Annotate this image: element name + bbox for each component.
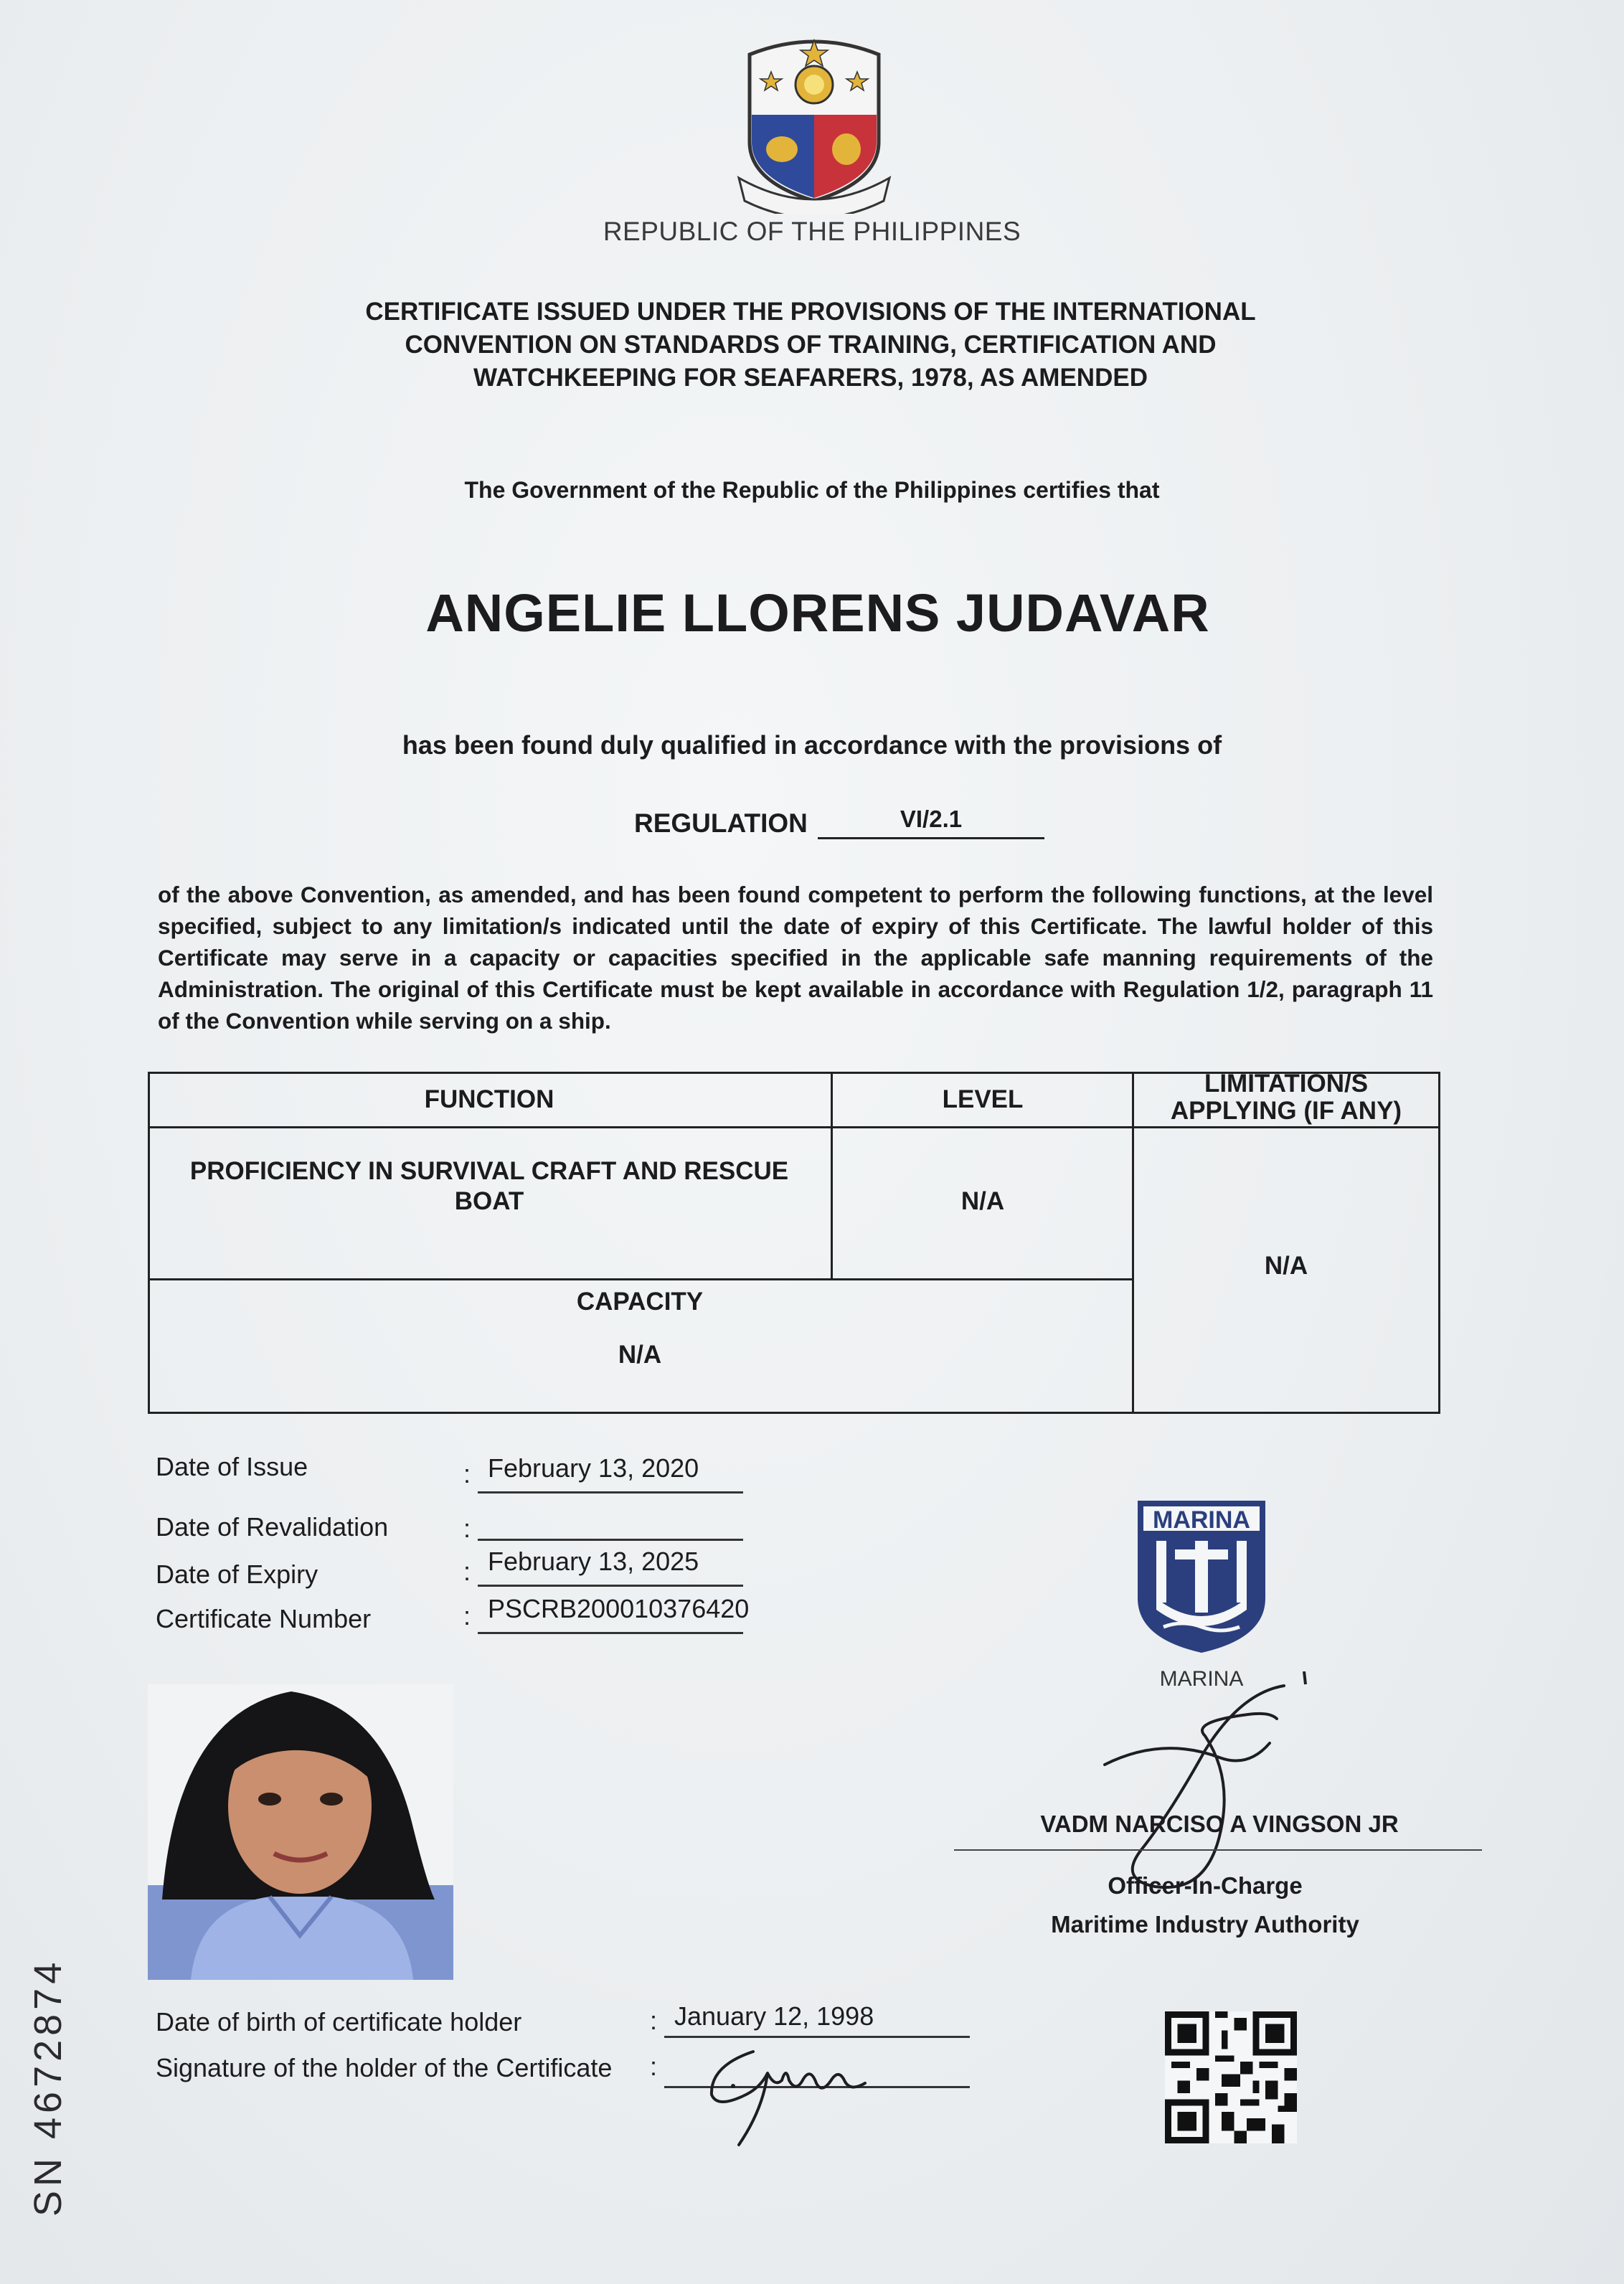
officer-signature-line — [954, 1849, 1482, 1851]
issue-date-label: Date of Issue — [156, 1452, 308, 1481]
expiry-date-value: February 13, 2025 — [478, 1547, 743, 1587]
philippine-seal-icon — [732, 34, 897, 214]
capacity-header: CAPACITY — [576, 1288, 704, 1316]
level-header: LEVEL — [942, 1085, 1024, 1113]
holder-signature-colon: : — [650, 2052, 658, 2081]
certificate-title — [273, 296, 1349, 395]
function-header: FUNCTION — [424, 1085, 554, 1113]
title-line: CERTIFICATE ISSUED UNDER THE PROVISIONS OF THE INTERNATIONAL — [365, 298, 1256, 326]
qr-code — [1165, 2011, 1297, 2143]
issue-date-colon: : — [463, 1459, 471, 1488]
certificate-number-colon: : — [463, 1601, 471, 1631]
regulation-value: VI/2.1 — [818, 806, 1044, 839]
certificate-number-value: PSCRB200010376420 — [478, 1594, 743, 1634]
regulation-label: REGULATION — [634, 808, 808, 838]
holder-signature-label: Signature of the holder of the Certificate — [156, 2053, 613, 2082]
marina-logo-text: MARINA — [1153, 1506, 1250, 1534]
level-value: N/A — [960, 1187, 1005, 1215]
title-line: WATCHKEEPING FOR SEAFARERS, 1978, AS AMENDED — [473, 364, 1148, 392]
officer-organization: Maritime Industry Authority — [1051, 1911, 1359, 1938]
certificate-number-label: Certificate Number — [156, 1604, 372, 1633]
holder-signature — [696, 2023, 882, 2152]
capacity-value: N/A — [618, 1341, 662, 1369]
expiry-date-colon: : — [463, 1557, 471, 1586]
function-value — [148, 1156, 831, 1217]
marina-logo-icon — [1135, 1498, 1268, 1656]
function-value-line: PROFICIENCY IN SURVIVAL CRAFT AND RESCUE — [189, 1157, 789, 1185]
certifies-statement: The Government of the Republic of the Philippines certifies that — [464, 477, 1160, 503]
expiry-date-label: Date of Expiry — [156, 1559, 318, 1589]
revalidation-date-label: Date of Revalidation — [156, 1512, 389, 1542]
revalidation-date-value — [478, 1501, 743, 1541]
limitations-value: N/A — [1264, 1252, 1308, 1280]
dob-value: January 12, 1998 — [664, 2001, 970, 2038]
dob-label: Date of birth of certificate holder — [156, 2007, 522, 2037]
revalidation-date-colon: : — [463, 1514, 471, 1543]
competency-paragraph: of the above Convention, as amended, and has been found competent to perform the following functions, at the level specified, subject to any limitation/s indicated until the date of expiry of this Certificate. The lawful holder of this Certificate may serve in a capacity or capacities specified in the applicable safe manning requirements of the Administration. The original of this Certificate must be kept available in accordance with Regulation 1/2, paragraph 11 of the Convention while serving on a ship. — [158, 882, 1433, 1034]
limitations-header-line: APPLYING (IF ANY) — [1170, 1097, 1402, 1125]
issue-date-value: February 13, 2020 — [478, 1453, 743, 1493]
limitations-header — [1134, 1070, 1438, 1125]
holder-photo — [148, 1684, 453, 1980]
limitations-header-line: LIMITATION/S — [1204, 1070, 1369, 1098]
title-line: CONVENTION ON STANDARDS OF TRAINING, CERTIFICATION AND — [405, 331, 1217, 359]
function-value-line: BOAT — [454, 1187, 524, 1215]
holder-name: ANGELIE LLORENS JUDAVAR — [425, 583, 1210, 643]
dob-colon: : — [650, 2006, 658, 2035]
country-heading: REPUBLIC OF THE PHILIPPINES — [603, 217, 1021, 246]
serial-number: SN 4672874 — [27, 1958, 70, 2217]
officer-title: Officer-In-Charge — [1108, 1872, 1303, 1899]
qualified-statement: has been found duly qualified in accordance with the provisions of — [402, 730, 1222, 760]
marina-caption: MARINA — [1159, 1667, 1244, 1691]
function-table — [148, 1072, 1440, 1413]
officer-name: VADM NARCISO A VINGSON JR — [1040, 1811, 1399, 1837]
